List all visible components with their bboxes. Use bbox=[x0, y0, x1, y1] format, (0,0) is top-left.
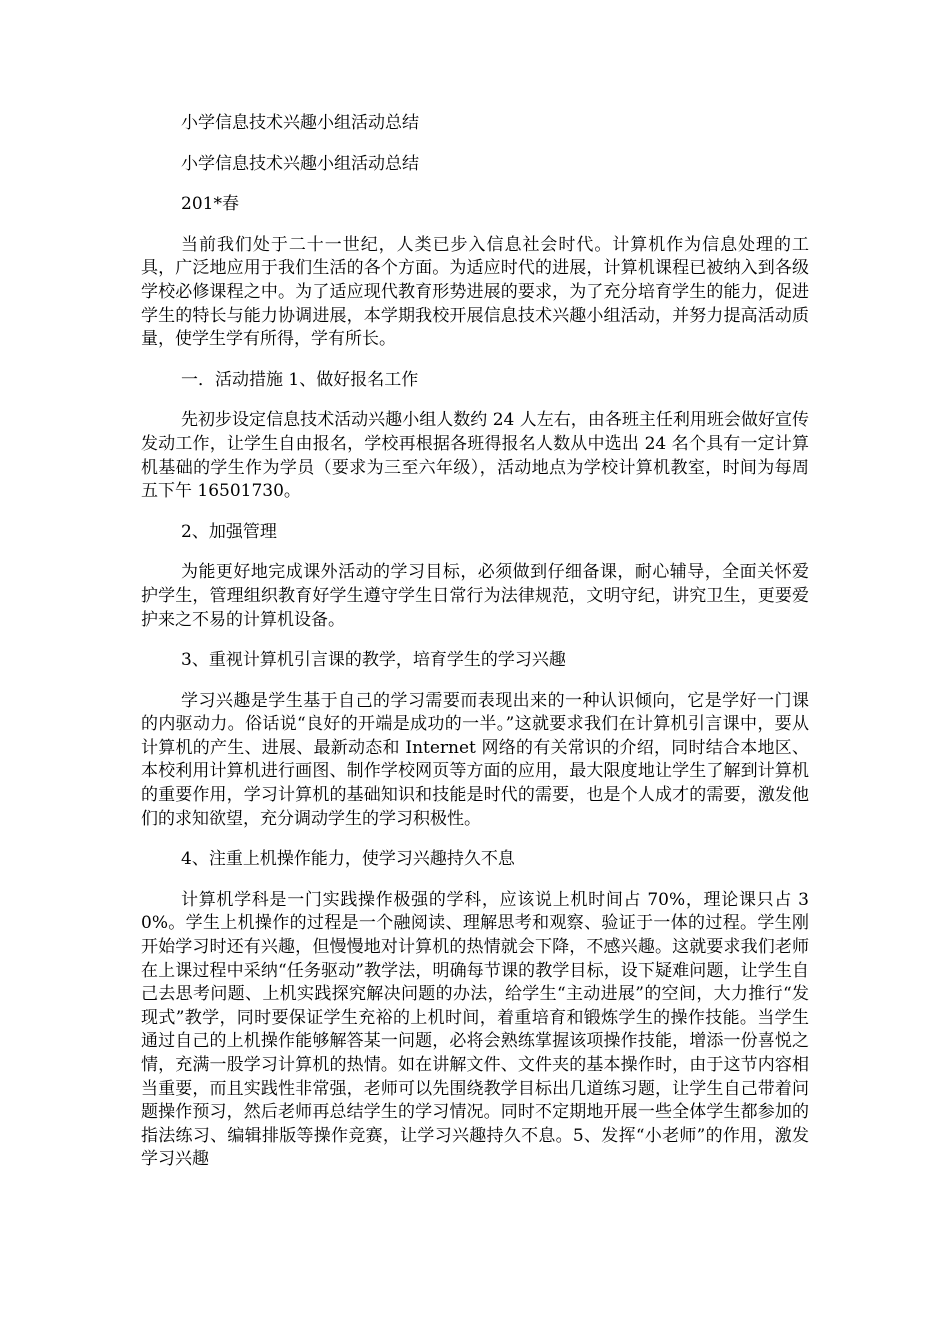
section-heading-hands-on: 4、注重上机操作能力，使学习兴趣持久不息 bbox=[181, 849, 515, 870]
document-body bbox=[141, 112, 809, 1172]
section-heading-registration: 一．活动措施 1、做好报名工作 bbox=[181, 369, 419, 390]
section-heading-intro-course: 3、重视计算机引言课的教学，培育学生的学习兴趣 bbox=[181, 650, 566, 671]
document-date: 201*春 bbox=[181, 194, 239, 215]
document-title: 小学信息技术兴趣小组活动总结 bbox=[181, 113, 419, 133]
intro-paragraph: 当前我们处于二十一世纪，人类已步入信息社会时代。计算机作为信息处理的工具，广泛地应用于我们生活的各个方面。为适应时代的进展，计算机课程已被纳入到各级学校必修课程之中。为了适应现代教育形势进展的要求，为了充分培育学生的能力，促进学生的特长与能力协调进展，本学期我校开展信息技术兴趣小组活动，并努力提高活动质量，使学生学有所得，学有所长。 bbox=[141, 234, 809, 350]
document-subtitle: 小学信息技术兴趣小组活动总结 bbox=[181, 153, 419, 174]
paragraph-registration: 先初步设定信息技术活动兴趣小组人数约 24 人左右，由各班主任利用班会做好宣传发动工作，让学生自由报名，学校再根据各班得报名人数从中选出 24 名个具有一定计算机基础的学生作为学员（要求为三至六年级），活动地点为学校计算机教室，时间为每周五下午 16501730。 bbox=[141, 410, 809, 502]
paragraph-hands-on: 计算机学科是一门实践操作极强的学科，应该说上机时间占 70%，理论课只占 30%。学生上机操作的过程是一个融阅读、理解思考和观察、验证于一体的过程。学生刚开始学习时还有兴趣，但慢慢地对计算机的热情就会下降，不感兴趣。这就要求我们老师在上课过程中采纳“任务驱动”教学法，明确每节课的教学目标，设下疑难问题，让学生自己去思考问题、上机实践探究解决问题的办法，给学生“主动进展”的空间，大力推行“发现式”教学，同时要保证学生充裕的上机时间，着重培育和锻炼学生的操作技能。当学生通过自己的上机操作能够解答某一问题，必将会熟练掌握该项操作技能，增添一份喜悦之情，充满一股学习计算机的热情。如在讲解文件、文件夹的基本操作时，由于这节内容相当重要，而且实践性非常强，老师可以先围绕教学目标出几道练习题，让学生自己带着问题操作预习，然后老师再总结学生的学习情况。同时不定期地开展一些全体学生都参加的指法练习、编辑排版等操作竞赛，让学习兴趣持久不息。5、发挥“小老师”的作用，激发学习兴趣 bbox=[141, 889, 809, 1170]
section-heading-management: 2、加强管理 bbox=[181, 521, 277, 542]
paragraph-intro-course: 学习兴趣是学生基于自己的学习需要而表现出来的一种认识倾向，它是学好一门课的内驱动力。俗话说“良好的开端是成功的一半。”这就要求我们在计算机引言课中，要从计算机的产生、进展、最新动态和 Internet 网络的有关常识的介绍，同时结合本地区、本校利用计算机进行画图、制作学校网页等方面的应用，最大限度地让学生了解到计算机的重要作用，学习计算机的基础知识和技能是时代的需要，也是个人成才的需要，激发他们的求知欲望，充分调动学生的学习积极性。 bbox=[141, 690, 809, 829]
paragraph-management: 为能更好地完成课外活动的学习目标，必须做到仔细备课，耐心辅导，全面关怀爱护学生，管理组织教育好学生遵守学生日常行为法律规范，文明守纪，讲究卫生，更要爱护来之不易的计算机设备。 bbox=[141, 562, 809, 630]
